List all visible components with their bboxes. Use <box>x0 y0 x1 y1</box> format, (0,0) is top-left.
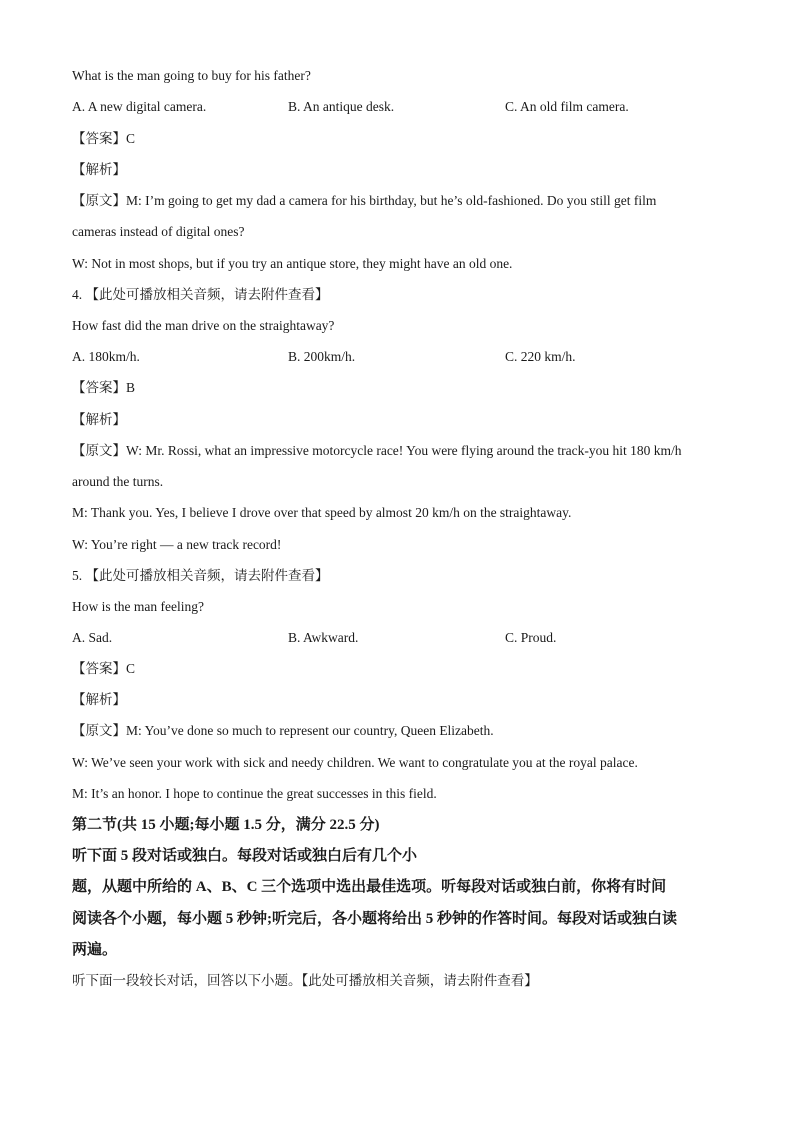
q5-script-line: M: It’s an honor. I hope to continue the great successes in this field. <box>72 786 437 801</box>
q4-script-line: M: Thank you. Yes, I believe I drove over that speed by almost 20 km/h on the straightaway. <box>72 505 572 520</box>
q3-answer: 【答案】C <box>72 131 136 146</box>
q4-header: 4. 【此处可播放相关音频，请去附件查看】 <box>72 287 329 302</box>
q4-option-a: A. 180km/h. <box>72 349 140 364</box>
q3-option-c: C. An old film camera. <box>505 99 629 114</box>
q5-script-line: W: We’ve seen your work with sick and needy children. We want to congratulate you at the royal palace. <box>72 755 638 770</box>
q4-script-line: around the turns. <box>72 474 164 489</box>
section-instructions: 阅读各个小题，每小题 5 秒钟;听完后，各小题将给出 5 秒钟的作答时间。每段对话或独白读 <box>72 911 677 927</box>
q5-answer: 【答案】C <box>72 661 136 676</box>
q4-analysis: 【解析】 <box>72 412 126 427</box>
q3-option-a: A. A new digital camera. <box>72 99 207 114</box>
long-dialogue-instruction: 听下面一段较长对话，回答以下小题。【此处可播放相关音频，请去附件查看】 <box>72 973 538 988</box>
q3-script-line: W: Not in most shops, but if you try an antique store, they might have an old one. <box>72 256 513 271</box>
section-instructions: 题，从题中所给的 A、B、C 三个选项中选出最佳选项。听每段对话或独白前，你将有时间 <box>72 879 667 895</box>
q4-question: How fast did the man drive on the straightaway? <box>72 318 335 333</box>
q4-option-c: C. 220 km/h. <box>505 349 576 364</box>
q3-script-line: cameras instead of digital ones? <box>72 224 245 239</box>
q4-script-line: 【原文】W: Mr. Rossi, what an impressive motorcycle race! You were flying around the track-you hit 180 km/h <box>72 443 682 458</box>
q5-option-b: B. Awkward. <box>288 630 359 645</box>
q3-option-b: B. An antique desk. <box>288 99 395 114</box>
q5-script-line: 【原文】M: You’ve done so much to represent our country, Queen Elizabeth. <box>72 723 494 738</box>
section-instructions: 两遍。 <box>72 942 118 958</box>
q5-question: How is the man feeling? <box>72 599 204 614</box>
q4-option-b: B. 200km/h. <box>288 349 356 364</box>
q5-option-a: A. Sad. <box>72 630 113 645</box>
section-title: 第二节(共 15 小题;每小题 1.5 分，满分 22.5 分) <box>72 817 380 833</box>
q4-answer: 【答案】B <box>72 380 136 395</box>
q4-script-line: W: You’re right — a new track record! <box>72 537 282 552</box>
q3-script-line: 【原文】M: I’m going to get my dad a camera for his birthday, but he’s old-fashioned. Do you still get film <box>72 193 657 208</box>
q5-option-c: C. Proud. <box>505 630 557 645</box>
q5-header: 5. 【此处可播放相关音频，请去附件查看】 <box>72 568 329 583</box>
q3-analysis: 【解析】 <box>72 162 126 177</box>
q5-analysis: 【解析】 <box>72 692 126 707</box>
section-instructions: 听下面 5 段对话或独白。每段对话或独白后有几个小 <box>72 848 418 864</box>
q3-question: What is the man going to buy for his father? <box>72 68 311 83</box>
